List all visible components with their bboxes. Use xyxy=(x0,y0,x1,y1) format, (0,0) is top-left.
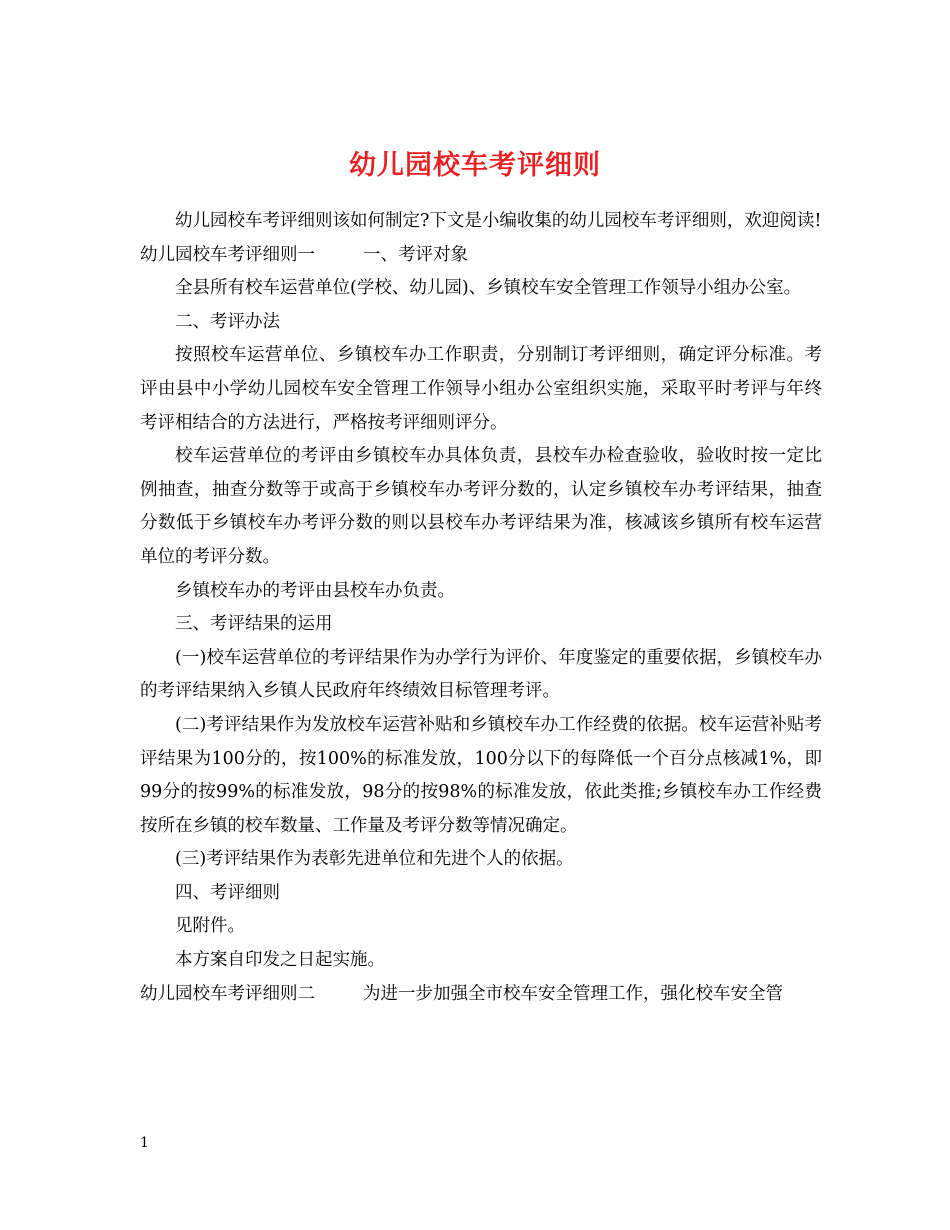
section-one-label: 幼儿园校车考评细则一 xyxy=(140,244,315,265)
paragraph-method-3: 乡镇校车办的考评由县校车办负责。 xyxy=(175,580,455,601)
paragraph-results-1: (一)校车运营单位的考评结果作为办学行为评价、年度鉴定的重要依据，乡镇校车办的考评结果纳入乡镇人民政府年终绩效目标管理考评。 xyxy=(140,647,822,702)
paragraph-method-2: 校车运营单位的考评由乡镇校车办具体负责，县校车办检查验收，验收时按一定比例抽查，抽查分数等于或高于乡镇校车办考评分数的，认定乡镇校车办考评结果，抽查分数低于乡镇校车办考评分数的则以县校车办考评结果为准，核减该乡镇所有校车运营单位的考评分数。 xyxy=(140,446,822,567)
document-title: 幼儿园校车考评细则 xyxy=(349,150,601,182)
paragraph-results-2: (二)考评结果作为发放校车运营补贴和乡镇校车办工作经费的依据。校车运营补贴考评结果为100分的，按100%的标准发放，100分以下的每降低一个百分点核减1%，即99分的按99%的标准发放，98分的按98%的标准发放，依此类推;乡镇校车办工作经费按所在乡镇的校车数量、工作量及考评分数等情况确定。 xyxy=(140,714,822,836)
section-two-text: 为进一步加强全市校车安全管理工作，强化校车安全管 xyxy=(363,983,783,1004)
section-heading-rules: 四、考评细则 xyxy=(175,882,280,903)
section-heading-results: 三、考评结果的运用 xyxy=(175,614,333,635)
section-two-line xyxy=(140,978,822,1012)
intro-paragraph: 幼儿园校车考评细则该如何制定?下文是小编收集的幼儿园校车考评细则，欢迎阅读! xyxy=(175,211,822,231)
section-one-line xyxy=(140,239,822,273)
paragraph-method-1: 按照校车运营单位、乡镇校车办工作职责，分别制订考评细则，确定评分标准。考评由县中小学幼儿园校车安全管理工作领导小组办公室组织实施，采取平时考评与年终考评相结合的方法进行，严格按考评细则评分。 xyxy=(140,345,822,433)
document-body xyxy=(140,205,822,1011)
paragraph-attachment: 见附件。 xyxy=(175,916,245,937)
paragraph-object: 全县所有校车运营单位(学校、幼儿园)、乡镇校车安全管理工作领导小组办公室。 xyxy=(175,278,802,299)
section-heading-method: 二、考评办法 xyxy=(175,311,280,332)
section-heading-object: 一、考评对象 xyxy=(363,244,468,265)
paragraph-effective: 本方案自印发之日起实施。 xyxy=(175,950,385,971)
paragraph-results-3: (三)考评结果作为表彰先进单位和先进个人的依据。 xyxy=(175,849,574,870)
page-number: 1 xyxy=(140,1135,149,1151)
section-two-label: 幼儿园校车考评细则二 xyxy=(140,983,315,1004)
